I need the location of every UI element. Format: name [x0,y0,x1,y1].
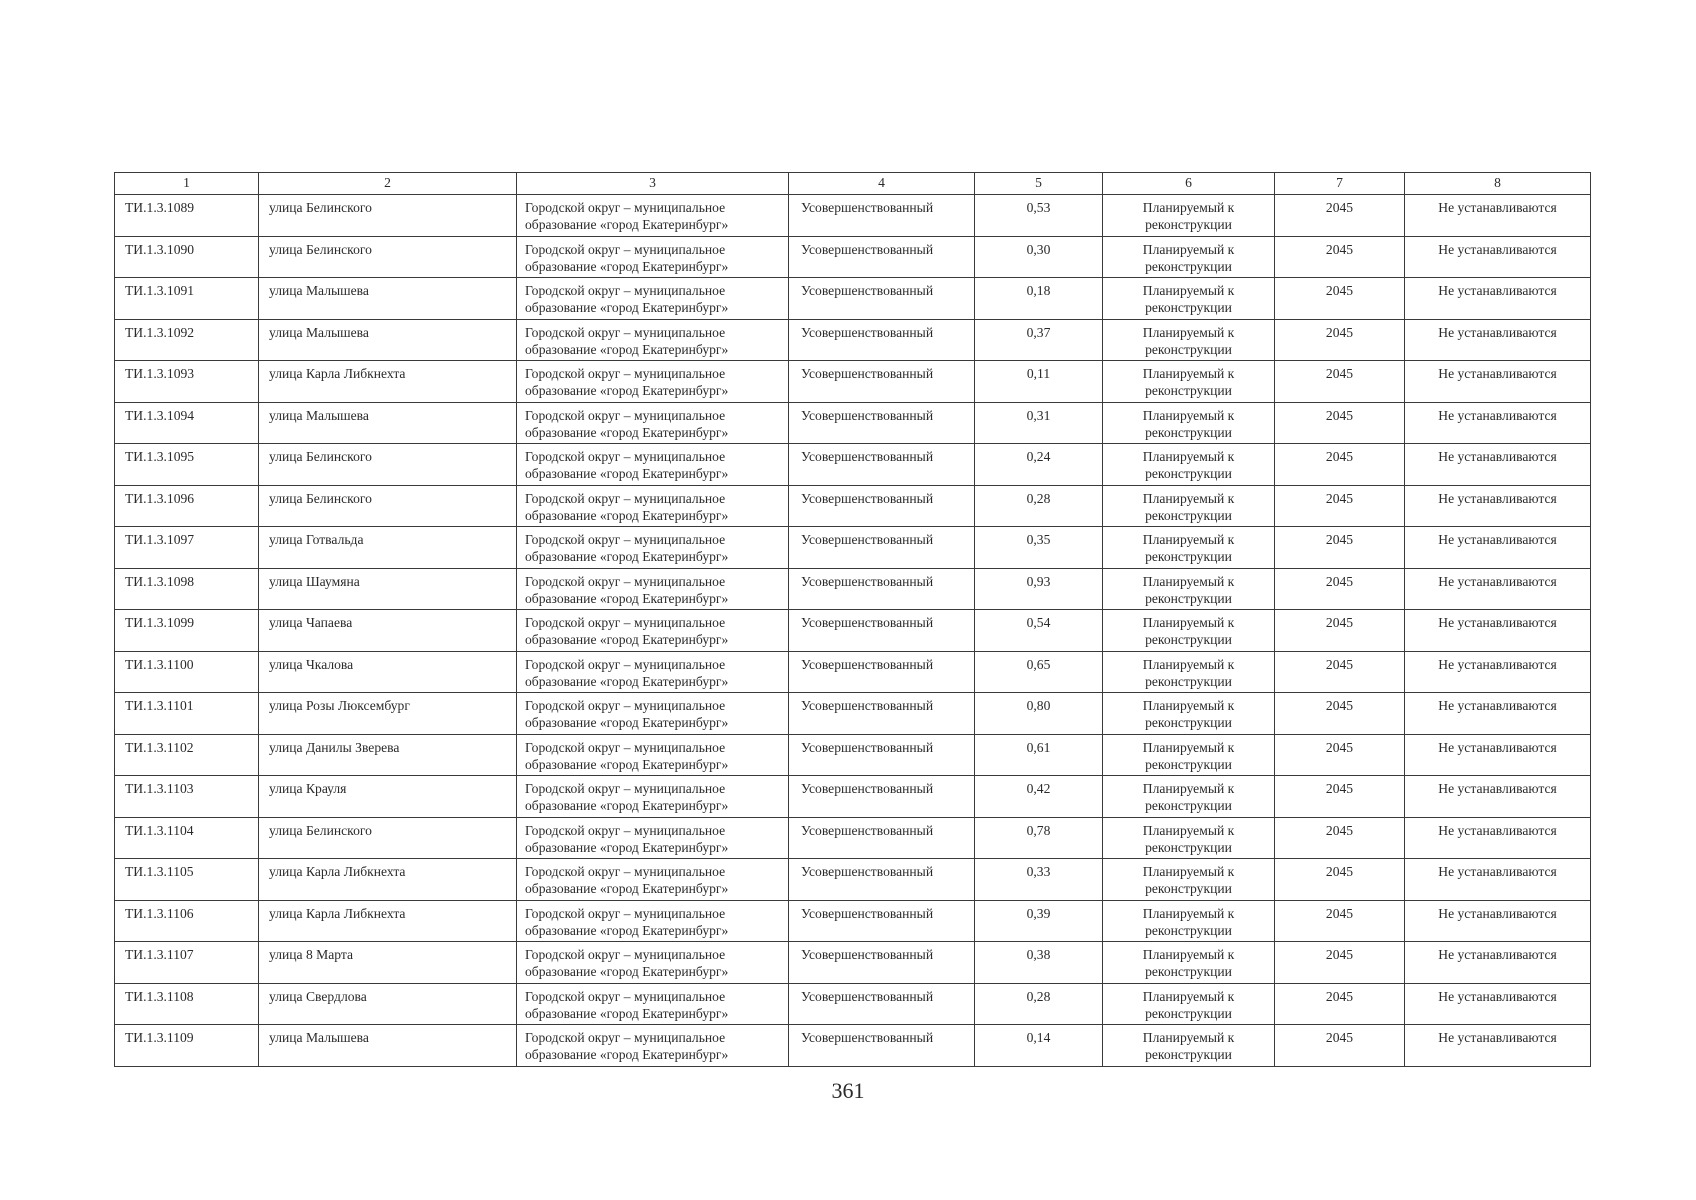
owner-cell [517,942,789,984]
zones-cell: Не устанавливаются [1405,195,1591,237]
owner-cell-line: Городской округ – муниципальное [525,656,726,672]
status-cell-line: реконструкции [1145,922,1232,938]
length-cell: 0,30 [975,236,1103,278]
object-id-cell: ТИ.1.3.1096 [115,485,259,527]
owner-cell [517,859,789,901]
road-type-cell: Усовершенствованный [789,444,975,486]
owner-cell-line: Городской округ – муниципальное [525,822,726,838]
owner-cell-line: образование «город Екатеринбург» [525,673,729,689]
status-cell-line: реконструкции [1145,715,1232,730]
table-row [115,568,1591,610]
owner-cell-line: образование «город Екатеринбург» [525,1047,729,1062]
table-row [115,776,1591,818]
length-cell: 0,53 [975,195,1103,237]
owner-cell-line: Городской округ – муниципальное [525,988,726,1004]
column-header-2: 2 [259,173,517,195]
object-id-cell: ТИ.1.3.1091 [115,278,259,320]
road-type-cell: Усовершенствованный [789,859,975,901]
year-cell: 2045 [1275,693,1405,735]
owner-cell-line: Городской округ – муниципальное [525,781,726,796]
owner-cell-line: Городской округ – муниципальное [525,947,726,962]
owner-cell-line: образование «город Екатеринбург» [525,549,729,564]
object-id-cell: ТИ.1.3.1089 [115,195,259,237]
length-cell: 0,78 [975,817,1103,859]
street-cell: улица Данилы Зверева [259,734,517,776]
table-row [115,693,1591,735]
year-cell: 2045 [1275,485,1405,527]
object-id-cell: ТИ.1.3.1103 [115,776,259,818]
column-header-3: 3 [517,173,789,195]
owner-cell-line: образование «город Екатеринбург» [525,1005,729,1021]
status-cell [1103,195,1275,237]
length-cell: 0,31 [975,402,1103,444]
owner-cell-line: образование «город Екатеринбург» [525,922,729,938]
street-cell: улица Малышева [259,319,517,361]
status-cell [1103,278,1275,320]
status-cell-line: реконструкции [1145,217,1232,232]
year-cell: 2045 [1275,319,1405,361]
owner-cell-line: образование «город Екатеринбург» [525,466,729,481]
status-cell-line: Планируемый к [1142,324,1235,340]
object-id-cell: ТИ.1.3.1098 [115,568,259,610]
status-cell-line: Планируемый к [1142,241,1235,257]
status-cell-line: реконструкции [1145,1047,1232,1062]
status-cell [1103,693,1275,735]
street-cell: улица Крауля [259,776,517,818]
table-row [115,527,1591,569]
zones-cell: Не устанавливаются [1405,485,1591,527]
table-row [115,1025,1591,1067]
length-cell: 0,38 [975,942,1103,984]
table-row [115,319,1591,361]
year-cell: 2045 [1275,651,1405,693]
status-cell-line: реконструкции [1145,507,1232,523]
length-cell: 0,61 [975,734,1103,776]
year-cell: 2045 [1275,1025,1405,1067]
road-type-cell: Усовершенствованный [789,568,975,610]
year-cell: 2045 [1275,817,1405,859]
owner-cell [517,527,789,569]
status-cell-line: реконструкции [1145,590,1232,606]
status-cell [1103,402,1275,444]
owner-cell-line: Городской округ – муниципальное [525,905,726,921]
length-cell: 0,42 [975,776,1103,818]
owner-cell-line: Городской округ – муниципальное [525,739,726,755]
zones-cell: Не устанавливаются [1405,319,1591,361]
column-header-8: 8 [1405,173,1591,195]
owner-cell-line: Городской округ – муниципальное [525,283,726,298]
road-type-cell: Усовершенствованный [789,319,975,361]
status-cell-line: Планируемый к [1142,573,1235,589]
object-id-cell: ТИ.1.3.1102 [115,734,259,776]
street-cell: улица Карла Либкнехта [259,859,517,901]
road-type-cell: Усовершенствованный [789,817,975,859]
year-cell: 2045 [1275,568,1405,610]
table-row [115,485,1591,527]
table-row [115,859,1591,901]
year-cell: 2045 [1275,942,1405,984]
status-cell-line: Планируемый к [1142,283,1235,298]
owner-cell-line: образование «город Екатеринбург» [525,217,729,232]
status-cell-line: реконструкции [1145,632,1232,647]
status-cell-line: Планируемый к [1142,490,1235,506]
status-cell-line: Планируемый к [1142,905,1235,921]
object-id-cell: ТИ.1.3.1100 [115,651,259,693]
status-cell [1103,983,1275,1025]
table-row [115,983,1591,1025]
status-cell-line: Планируемый к [1142,739,1235,755]
table-row [115,942,1591,984]
street-cell: улица Малышева [259,402,517,444]
road-type-cell: Усовершенствованный [789,485,975,527]
owner-cell-line: Городской округ – муниципальное [525,407,726,423]
street-cell: улица Белинского [259,817,517,859]
owner-cell-line: образование «город Екатеринбург» [525,341,729,357]
zones-cell: Не устанавливаются [1405,278,1591,320]
zones-cell: Не устанавливаются [1405,651,1591,693]
owner-cell-line: образование «город Екатеринбург» [525,300,729,315]
road-type-cell: Усовершенствованный [789,361,975,403]
status-cell [1103,361,1275,403]
street-cell: улица Белинского [259,444,517,486]
owner-cell [517,1025,789,1067]
owner-cell-line: Городской округ – муниципальное [525,615,726,630]
road-type-cell: Усовершенствованный [789,527,975,569]
status-cell [1103,444,1275,486]
zones-cell: Не устанавливаются [1405,568,1591,610]
length-cell: 0,24 [975,444,1103,486]
column-header-4: 4 [789,173,975,195]
road-type-cell: Усовершенствованный [789,278,975,320]
status-cell [1103,776,1275,818]
table-row [115,610,1591,652]
owner-cell [517,402,789,444]
zones-cell: Не устанавливаются [1405,610,1591,652]
table-body [115,195,1591,1067]
zones-cell: Не устанавливаются [1405,693,1591,735]
objects-table [114,172,1591,1067]
status-cell-line: Планируемый к [1142,407,1235,423]
column-header-7: 7 [1275,173,1405,195]
object-id-cell: ТИ.1.3.1101 [115,693,259,735]
owner-cell-line: Городской округ – муниципальное [525,532,726,547]
owner-cell [517,485,789,527]
street-cell: улица 8 Марта [259,942,517,984]
road-type-cell: Усовершенствованный [789,236,975,278]
object-id-cell: ТИ.1.3.1108 [115,983,259,1025]
status-cell [1103,1025,1275,1067]
status-cell-line: Планируемый к [1142,615,1235,630]
table-row [115,236,1591,278]
status-cell-line: Планируемый к [1142,656,1235,672]
status-cell-line: Планируемый к [1142,947,1235,962]
year-cell: 2045 [1275,236,1405,278]
road-type-cell: Усовершенствованный [789,693,975,735]
street-cell: улица Белинского [259,195,517,237]
street-cell: улица Чкалова [259,651,517,693]
status-cell [1103,734,1275,776]
status-cell-line: реконструкции [1145,1005,1232,1021]
owner-cell-line: Городской округ – муниципальное [525,366,726,381]
table-row [115,195,1591,237]
street-cell: улица Белинского [259,236,517,278]
road-type-cell: Усовершенствованный [789,900,975,942]
table-row [115,402,1591,444]
status-cell-line: реконструкции [1145,549,1232,564]
table-row [115,651,1591,693]
year-cell: 2045 [1275,900,1405,942]
year-cell: 2045 [1275,776,1405,818]
owner-cell-line: образование «город Екатеринбург» [525,424,729,440]
object-id-cell: ТИ.1.3.1106 [115,900,259,942]
table-row [115,734,1591,776]
column-header-1: 1 [115,173,259,195]
status-cell-line: реконструкции [1145,341,1232,357]
street-cell: улица Свердлова [259,983,517,1025]
status-cell [1103,942,1275,984]
owner-cell [517,568,789,610]
status-cell-line: Планируемый к [1142,1030,1235,1045]
object-id-cell: ТИ.1.3.1094 [115,402,259,444]
length-cell: 0,54 [975,610,1103,652]
object-id-cell: ТИ.1.3.1105 [115,859,259,901]
zones-cell: Не устанавливаются [1405,776,1591,818]
owner-cell [517,693,789,735]
street-cell: улица Шаумяна [259,568,517,610]
owner-cell-line: Городской округ – муниципальное [525,864,726,879]
length-cell: 0,28 [975,983,1103,1025]
status-cell-line: реконструкции [1145,383,1232,398]
road-type-cell: Усовершенствованный [789,983,975,1025]
length-cell: 0,14 [975,1025,1103,1067]
table-row [115,817,1591,859]
object-id-cell: ТИ.1.3.1109 [115,1025,259,1067]
owner-cell-line: образование «город Екатеринбург» [525,881,729,896]
owner-cell [517,651,789,693]
status-cell-line: Планируемый к [1142,822,1235,838]
zones-cell: Не устанавливаются [1405,817,1591,859]
status-cell-line: реконструкции [1145,300,1232,315]
owner-cell-line: образование «город Екатеринбург» [525,798,729,813]
status-cell-line: Планируемый к [1142,449,1235,464]
year-cell: 2045 [1275,859,1405,901]
status-cell [1103,319,1275,361]
year-cell: 2045 [1275,734,1405,776]
status-cell-line: реконструкции [1145,964,1232,979]
owner-cell [517,734,789,776]
table-row [115,900,1591,942]
zones-cell: Не устанавливаются [1405,1025,1591,1067]
year-cell: 2045 [1275,610,1405,652]
status-cell [1103,817,1275,859]
object-id-cell: ТИ.1.3.1093 [115,361,259,403]
zones-cell: Не устанавливаются [1405,527,1591,569]
year-cell: 2045 [1275,983,1405,1025]
status-cell-line: Планируемый к [1142,200,1235,215]
road-type-cell: Усовершенствованный [789,1025,975,1067]
owner-cell-line: образование «город Екатеринбург» [525,839,729,855]
owner-cell-line: Городской округ – муниципальное [525,324,726,340]
status-cell-line: реконструкции [1145,466,1232,481]
year-cell: 2045 [1275,527,1405,569]
zones-cell: Не устанавливаются [1405,402,1591,444]
owner-cell-line: образование «город Екатеринбург» [525,383,729,398]
owner-cell-line: образование «город Екатеринбург» [525,258,729,274]
owner-cell-line: Городской округ – муниципальное [525,573,726,589]
owner-cell [517,610,789,652]
zones-cell: Не устанавливаются [1405,444,1591,486]
object-id-cell: ТИ.1.3.1090 [115,236,259,278]
length-cell: 0,11 [975,361,1103,403]
status-cell-line: реконструкции [1145,258,1232,274]
year-cell: 2045 [1275,195,1405,237]
year-cell: 2045 [1275,444,1405,486]
object-id-cell: ТИ.1.3.1104 [115,817,259,859]
object-id-cell: ТИ.1.3.1095 [115,444,259,486]
owner-cell [517,817,789,859]
owner-cell-line: Городской округ – муниципальное [525,490,726,506]
status-cell [1103,651,1275,693]
status-cell [1103,859,1275,901]
street-cell: улица Чапаева [259,610,517,652]
object-id-cell: ТИ.1.3.1097 [115,527,259,569]
table-row [115,444,1591,486]
status-cell-line: Планируемый к [1142,532,1235,547]
zones-cell: Не устанавливаются [1405,900,1591,942]
owner-cell-line: образование «город Екатеринбург» [525,715,729,730]
street-cell: улица Розы Люксембург [259,693,517,735]
zones-cell: Не устанавливаются [1405,361,1591,403]
owner-cell [517,444,789,486]
owner-cell-line: Городской округ – муниципальное [525,698,726,713]
owner-cell-line: Городской округ – муниципальное [525,200,726,215]
owner-cell-line: образование «город Екатеринбург» [525,756,729,772]
status-cell [1103,900,1275,942]
road-type-cell: Усовершенствованный [789,942,975,984]
status-cell-line: реконструкции [1145,839,1232,855]
road-type-cell: Усовершенствованный [789,610,975,652]
length-cell: 0,33 [975,859,1103,901]
status-cell-line: реконструкции [1145,756,1232,772]
year-cell: 2045 [1275,361,1405,403]
object-id-cell: ТИ.1.3.1099 [115,610,259,652]
status-cell-line: реконструкции [1145,424,1232,440]
status-cell [1103,568,1275,610]
owner-cell-line: образование «город Екатеринбург» [525,632,729,647]
status-cell-line: Планируемый к [1142,988,1235,1004]
owner-cell-line: образование «город Екатеринбург» [525,964,729,979]
owner-cell-line: Городской округ – муниципальное [525,241,726,257]
street-cell: улица Карла Либкнехта [259,361,517,403]
column-header-6: 6 [1103,173,1275,195]
zones-cell: Не устанавливаются [1405,983,1591,1025]
owner-cell-line: Городской округ – муниципальное [525,449,726,464]
owner-cell [517,983,789,1025]
street-cell: улица Малышева [259,278,517,320]
owner-cell [517,236,789,278]
status-cell-line: Планируемый к [1142,864,1235,879]
page-number: 361 [831,1078,865,1103]
owner-cell-line: образование «город Екатеринбург» [525,507,729,523]
owner-cell-line: Городской округ – муниципальное [525,1030,726,1045]
length-cell: 0,65 [975,651,1103,693]
year-cell: 2045 [1275,278,1405,320]
column-header-5: 5 [975,173,1103,195]
status-cell [1103,236,1275,278]
street-cell: улица Малышева [259,1025,517,1067]
road-type-cell: Усовершенствованный [789,651,975,693]
owner-cell [517,319,789,361]
status-cell [1103,485,1275,527]
street-cell: улица Готвальда [259,527,517,569]
status-cell-line: реконструкции [1145,673,1232,689]
status-cell [1103,610,1275,652]
length-cell: 0,93 [975,568,1103,610]
owner-cell [517,900,789,942]
owner-cell [517,361,789,403]
status-cell-line: Планируемый к [1142,781,1235,796]
owner-cell [517,776,789,818]
owner-cell [517,278,789,320]
owner-cell-line: образование «город Екатеринбург» [525,590,729,606]
status-cell-line: Планируемый к [1142,366,1235,381]
zones-cell: Не устанавливаются [1405,859,1591,901]
zones-cell: Не устанавливаются [1405,236,1591,278]
length-cell: 0,80 [975,693,1103,735]
length-cell: 0,28 [975,485,1103,527]
document-sheet [114,172,1590,1067]
street-cell: улица Карла Либкнехта [259,900,517,942]
street-cell: улица Белинского [259,485,517,527]
object-id-cell: ТИ.1.3.1107 [115,942,259,984]
zones-cell: Не устанавливаются [1405,734,1591,776]
length-cell: 0,39 [975,900,1103,942]
status-cell-line: реконструкции [1145,798,1232,813]
length-cell: 0,35 [975,527,1103,569]
status-cell-line: Планируемый к [1142,698,1235,713]
length-cell: 0,37 [975,319,1103,361]
table-header-row [115,173,1591,195]
object-id-cell: ТИ.1.3.1092 [115,319,259,361]
road-type-cell: Усовершенствованный [789,734,975,776]
road-type-cell: Усовершенствованный [789,402,975,444]
table-row [115,278,1591,320]
zones-cell: Не устанавливаются [1405,942,1591,984]
status-cell-line: реконструкции [1145,881,1232,896]
road-type-cell: Усовершенствованный [789,195,975,237]
status-cell [1103,527,1275,569]
year-cell: 2045 [1275,402,1405,444]
length-cell: 0,18 [975,278,1103,320]
road-type-cell: Усовершенствованный [789,776,975,818]
table-row [115,361,1591,403]
owner-cell [517,195,789,237]
